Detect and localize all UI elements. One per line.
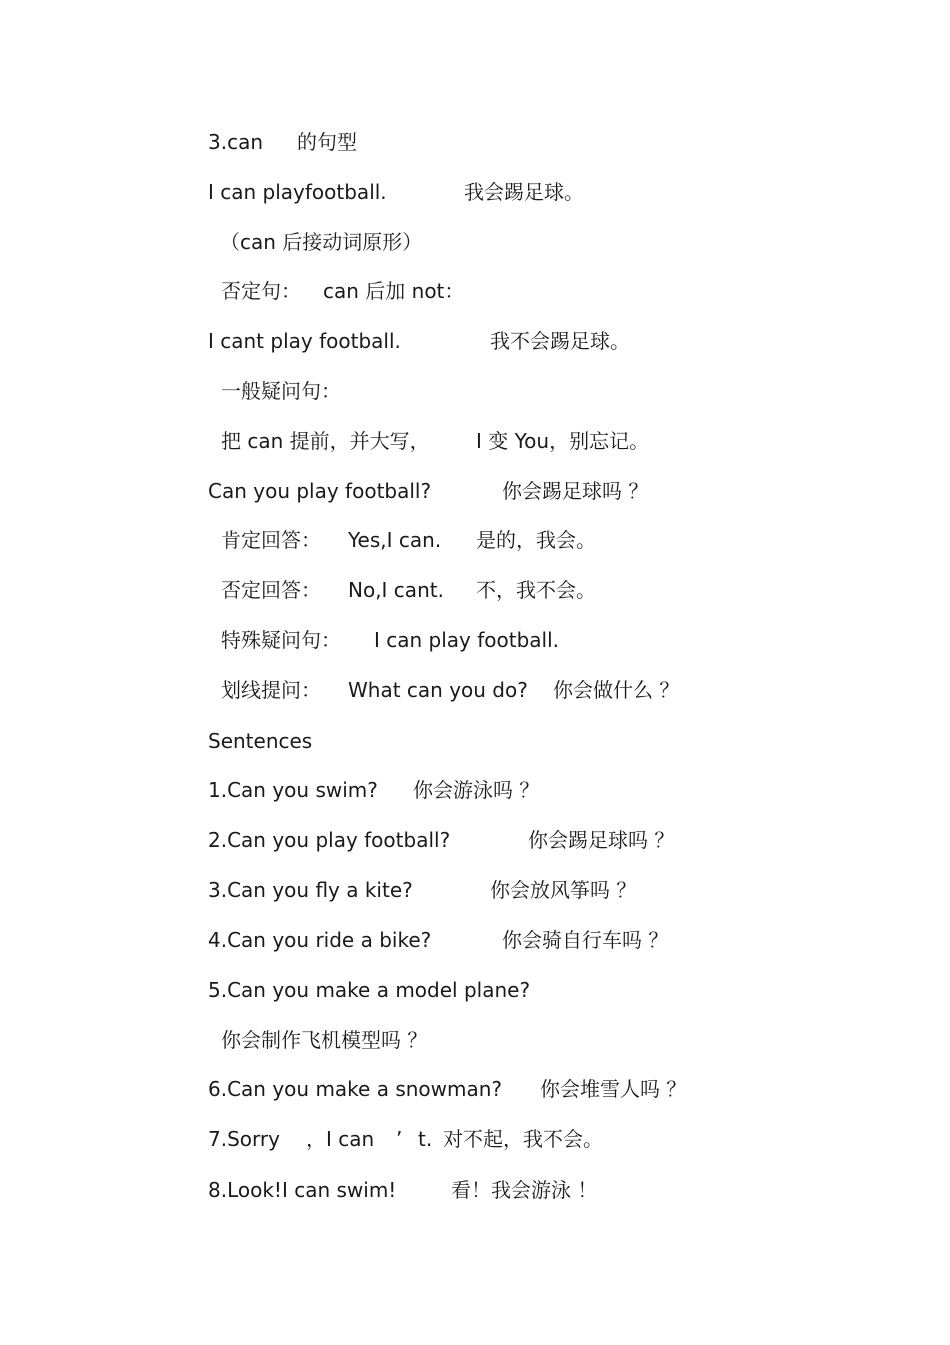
- sentence-cn: 我会踢足球。: [464, 180, 584, 204]
- apostrophe: ’: [396, 1127, 403, 1151]
- sentence-cn: 你会骑自行车吗 ？: [502, 928, 669, 952]
- section-title: Sentences: [208, 729, 313, 753]
- sentence-cn: 你会做什么 ？: [553, 678, 680, 702]
- rule-label: 特殊疑问句：: [221, 628, 341, 652]
- sentence-en: What can you do?: [348, 678, 528, 702]
- rule-text: can 后加 not：: [323, 279, 465, 303]
- rule-text: 把 can 提前，并大写，: [221, 429, 430, 453]
- sentence-cn: 你会放风筝吗 ？: [490, 878, 637, 902]
- sentence-en-3: t.: [418, 1127, 433, 1151]
- answer-en: Yes,I can.: [348, 528, 442, 552]
- sentence-en: I can playfootball.: [208, 180, 387, 204]
- note-text: （can 后接动词原形）: [220, 230, 423, 254]
- answer-en: No,I cant.: [348, 578, 444, 602]
- rule-label: 一般疑问句：: [221, 379, 341, 403]
- rule-label: 否定句：: [221, 279, 301, 303]
- sentence-cn: 你会踢足球吗 ？: [528, 828, 675, 852]
- sentence-cn: 你会游泳吗 ？: [413, 778, 540, 802]
- sentence-en-2: ，I can: [306, 1127, 375, 1151]
- sentence-en: Can you play football?: [208, 479, 432, 503]
- sentence-cn: 我不会踢足球。: [490, 329, 630, 353]
- sentence-en: I can play football.: [374, 628, 560, 652]
- sentence-cn: 看！我会游泳 ！: [451, 1178, 598, 1202]
- heading-label: 3.can: [208, 130, 264, 154]
- answer-cn: 是的，我会。: [476, 528, 596, 552]
- rule-text-2: I 变 You，别忘记。: [476, 429, 650, 453]
- sentence-en: 5.Can you make a model plane?: [208, 978, 531, 1002]
- sentence-en: I cant play football.: [208, 329, 401, 353]
- sentence-en: 8.Look!I can swim!: [208, 1178, 397, 1202]
- sentence-en: 4.Can you ride a bike?: [208, 928, 432, 952]
- sentence-en: 2.Can you play football?: [208, 828, 451, 852]
- sentence-en: 6.Can you make a snowman?: [208, 1077, 503, 1101]
- sentence-en: 1.Can you swim?: [208, 778, 378, 802]
- sentence-cn: 你会制作飞机模型吗 ？: [221, 1028, 428, 1052]
- sentence-en: 3.Can you fly a kite?: [208, 878, 413, 902]
- sentence-cn: 对不起，我不会。: [443, 1127, 603, 1151]
- answer-cn: 不，我不会。: [476, 578, 596, 602]
- sentence-cn: 你会堆雪人吗 ？: [540, 1077, 687, 1101]
- sentence-cn: 你会踢足球吗 ？: [502, 479, 649, 503]
- rule-label: 划线提问：: [221, 678, 321, 702]
- heading-label-cn: 的句型: [297, 130, 357, 154]
- answer-label: 肯定回答：: [221, 528, 321, 552]
- sentence-en: 7.Sorry: [208, 1127, 280, 1151]
- answer-label: 否定回答：: [221, 578, 321, 602]
